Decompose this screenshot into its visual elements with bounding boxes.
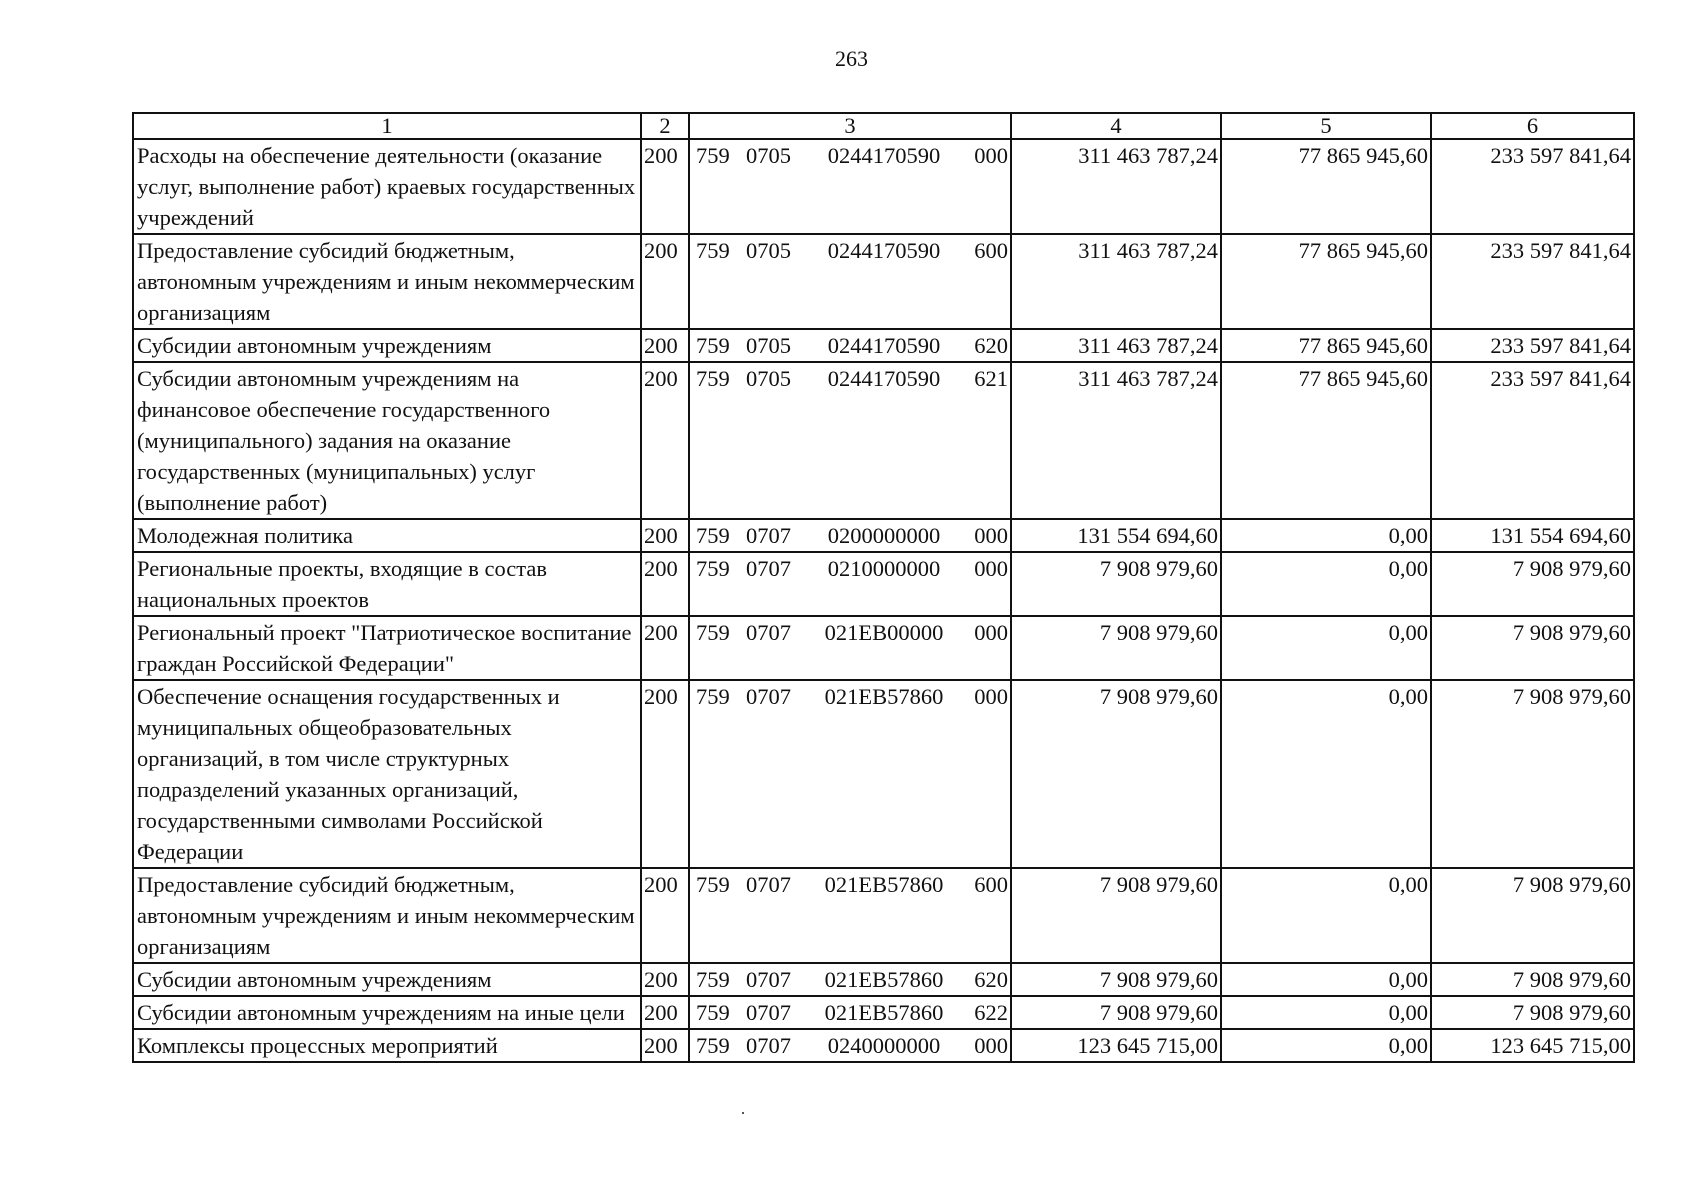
row-col4: 311 463 787,24 (1011, 329, 1221, 362)
row-name: Субсидии автономным учреждениям на финансовое обеспечение государственного (муниципального) задания на оказание государственных (муниципальных) услуг (выполнение работ) (133, 362, 641, 519)
table-row (133, 868, 1634, 963)
row-rz: 0705 (746, 143, 791, 168)
table-row (133, 963, 1634, 996)
row-rz: 0707 (746, 556, 791, 581)
row-grbs: 759 (696, 143, 730, 168)
row-grbs: 759 (696, 684, 730, 709)
row-col6: 233 597 841,64 (1431, 362, 1634, 519)
row-section: 200 (641, 362, 689, 519)
row-cs: 021EB00000 (824, 620, 944, 645)
row-cs: 0200000000 (827, 523, 941, 548)
table-row (133, 329, 1634, 362)
budget-table (132, 112, 1635, 1063)
row-codes (689, 996, 1011, 1029)
row-section: 200 (641, 1029, 689, 1062)
row-col4: 7 908 979,60 (1011, 996, 1221, 1029)
row-name: Субсидии автономным учреждениям (133, 963, 641, 996)
row-name: Субсидии автономным учреждениям на иные цели (133, 996, 641, 1029)
row-name: Региональный проект "Патриотическое воспитание граждан Российской Федерации" (133, 616, 641, 680)
row-vr: 600 (974, 872, 1008, 897)
row-col6: 7 908 979,60 (1431, 963, 1634, 996)
row-grbs: 759 (696, 967, 730, 992)
row-grbs: 759 (696, 523, 730, 548)
row-name: Комплексы процессных мероприятий (133, 1029, 641, 1062)
row-vr: 000 (974, 143, 1008, 168)
row-col6: 7 908 979,60 (1431, 616, 1634, 680)
row-vr: 600 (974, 238, 1008, 263)
row-cs: 0244170590 (827, 366, 941, 391)
row-codes (689, 680, 1011, 868)
row-section: 200 (641, 552, 689, 616)
row-col4: 311 463 787,24 (1011, 362, 1221, 519)
row-col4: 7 908 979,60 (1011, 680, 1221, 868)
row-col5: 0,00 (1221, 552, 1431, 616)
row-col4: 131 554 694,60 (1011, 519, 1221, 552)
row-name: Предоставление субсидий бюджетным, автономным учреждениям и иным некоммерческим организациям (133, 868, 641, 963)
row-col5: 77 865 945,60 (1221, 139, 1431, 234)
row-section: 200 (641, 139, 689, 234)
row-vr: 000 (974, 1033, 1008, 1058)
row-section: 200 (641, 963, 689, 996)
table-row (133, 234, 1634, 329)
row-col5: 0,00 (1221, 1029, 1431, 1062)
table-row (133, 996, 1634, 1029)
row-col5: 77 865 945,60 (1221, 362, 1431, 519)
row-codes (689, 519, 1011, 552)
row-vr: 622 (974, 1000, 1008, 1025)
row-col5: 77 865 945,60 (1221, 234, 1431, 329)
row-rz: 0707 (746, 872, 791, 897)
row-section: 200 (641, 680, 689, 868)
row-cs: 0210000000 (827, 556, 941, 581)
row-grbs: 759 (696, 366, 730, 391)
row-col5: 0,00 (1221, 519, 1431, 552)
row-col6: 233 597 841,64 (1431, 234, 1634, 329)
row-codes (689, 552, 1011, 616)
row-col4: 7 908 979,60 (1011, 616, 1221, 680)
row-col4: 311 463 787,24 (1011, 234, 1221, 329)
row-col6: 7 908 979,60 (1431, 552, 1634, 616)
row-name: Предоставление субсидий бюджетным, автономным учреждениям и иным некоммерческим организациям (133, 234, 641, 329)
row-col5: 0,00 (1221, 616, 1431, 680)
header-col-3: 3 (689, 113, 1011, 139)
header-col-6: 6 (1431, 113, 1634, 139)
row-vr: 000 (974, 556, 1008, 581)
table-row (133, 362, 1634, 519)
row-cs: 0244170590 (827, 238, 941, 263)
header-row (133, 113, 1634, 139)
row-section: 200 (641, 519, 689, 552)
row-section: 200 (641, 234, 689, 329)
row-name: Обеспечение оснащения государственных и муниципальных общеобразовательных организаций, в том числе структурных подразделений указанных организаций, государственными символами Российской Федерации (133, 680, 641, 868)
row-grbs: 759 (696, 556, 730, 581)
row-col4: 7 908 979,60 (1011, 552, 1221, 616)
row-cs: 021EB57860 (824, 872, 944, 897)
row-col4: 311 463 787,24 (1011, 139, 1221, 234)
row-name: Расходы на обеспечение деятельности (оказание услуг, выполнение работ) краевых государственных учреждений (133, 139, 641, 234)
row-grbs: 759 (696, 1033, 730, 1058)
row-cs: 021EB57860 (824, 967, 944, 992)
row-col6: 233 597 841,64 (1431, 139, 1634, 234)
row-codes (689, 616, 1011, 680)
table-row (133, 139, 1634, 234)
row-col5: 0,00 (1221, 996, 1431, 1029)
row-rz: 0707 (746, 620, 791, 645)
row-vr: 620 (974, 967, 1008, 992)
row-name: Молодежная политика (133, 519, 641, 552)
row-rz: 0707 (746, 967, 791, 992)
row-vr: 000 (974, 523, 1008, 548)
table-row (133, 519, 1634, 552)
row-col5: 0,00 (1221, 963, 1431, 996)
row-section: 200 (641, 868, 689, 963)
row-grbs: 759 (696, 238, 730, 263)
row-rz: 0705 (746, 366, 791, 391)
table-body (133, 139, 1634, 1062)
row-section: 200 (641, 616, 689, 680)
row-vr: 620 (974, 333, 1008, 358)
row-rz: 0707 (746, 684, 791, 709)
row-codes (689, 329, 1011, 362)
table-row (133, 680, 1634, 868)
row-cs: 0244170590 (827, 143, 941, 168)
row-grbs: 759 (696, 333, 730, 358)
table-row (133, 1029, 1634, 1062)
header-col-4: 4 (1011, 113, 1221, 139)
row-codes (689, 1029, 1011, 1062)
row-name: Региональные проекты, входящие в состав национальных проектов (133, 552, 641, 616)
row-rz: 0705 (746, 238, 791, 263)
row-col5: 77 865 945,60 (1221, 329, 1431, 362)
row-grbs: 759 (696, 620, 730, 645)
row-cs: 021EB57860 (824, 684, 944, 709)
row-col4: 7 908 979,60 (1011, 868, 1221, 963)
row-grbs: 759 (696, 872, 730, 897)
header-col-2: 2 (641, 113, 689, 139)
row-col4: 123 645 715,00 (1011, 1029, 1221, 1062)
row-col6: 7 908 979,60 (1431, 996, 1634, 1029)
row-codes (689, 139, 1011, 234)
row-codes (689, 362, 1011, 519)
row-vr: 621 (974, 366, 1008, 391)
row-col6: 123 645 715,00 (1431, 1029, 1634, 1062)
row-rz: 0707 (746, 1000, 791, 1025)
row-cs: 0244170590 (827, 333, 941, 358)
table-row (133, 552, 1634, 616)
row-vr: 000 (974, 684, 1008, 709)
row-grbs: 759 (696, 1000, 730, 1025)
row-col6: 7 908 979,60 (1431, 868, 1634, 963)
row-rz: 0707 (746, 523, 791, 548)
header-col-5: 5 (1221, 113, 1431, 139)
row-section: 200 (641, 996, 689, 1029)
row-cs: 021EB57860 (824, 1000, 944, 1025)
row-col6: 233 597 841,64 (1431, 329, 1634, 362)
row-rz: 0705 (746, 333, 791, 358)
row-cs: 0240000000 (827, 1033, 941, 1058)
row-col5: 0,00 (1221, 868, 1431, 963)
row-codes (689, 234, 1011, 329)
row-col6: 7 908 979,60 (1431, 680, 1634, 868)
row-col4: 7 908 979,60 (1011, 963, 1221, 996)
row-rz: 0707 (746, 1033, 791, 1058)
table-row (133, 616, 1634, 680)
row-name: Субсидии автономным учреждениям (133, 329, 641, 362)
header-col-1: 1 (133, 113, 641, 139)
scan-speck (742, 1112, 744, 1114)
row-section: 200 (641, 329, 689, 362)
page-number: 263 (835, 46, 868, 71)
row-col6: 131 554 694,60 (1431, 519, 1634, 552)
row-codes (689, 963, 1011, 996)
row-vr: 000 (974, 620, 1008, 645)
row-codes (689, 868, 1011, 963)
row-col5: 0,00 (1221, 680, 1431, 868)
